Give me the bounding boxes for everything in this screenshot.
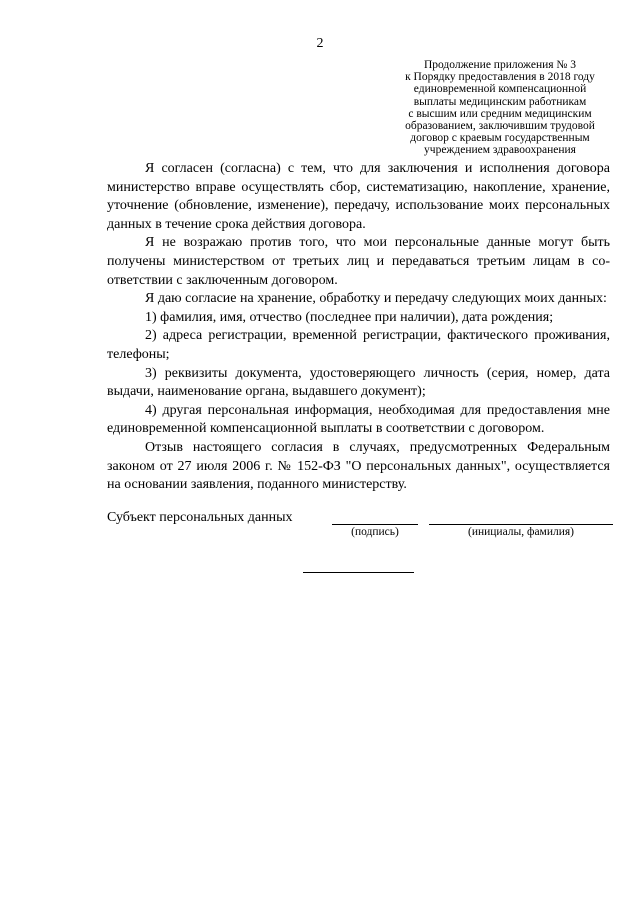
page-number: 2 — [316, 36, 324, 51]
consent-paragraph: Я не возражаю против того, что мои персональные данные могут быть получены министерством от третьих лиц и передаваться третьим лицам в соответствии с заключенным договором. — [107, 235, 610, 288]
header-line: единовременной компенсационной — [413, 83, 587, 96]
end-divider — [303, 572, 414, 573]
consent-paragraph: Отзыв настоящего согласия в случаях, предусмотренных Федеральным законом от 27 июля 2006 г. № 152-ФЗ "О персональных данных", осуществляется на основании заявления, поданного министерству. — [107, 439, 610, 493]
initials-line[interactable] — [429, 524, 613, 525]
consent-paragraph: Я даю согласие на хранение, обработку и передачу следующих моих данных: — [145, 291, 607, 307]
header-line: с высшим или средним медицинским — [408, 107, 592, 120]
appendix-header — [381, 59, 619, 157]
consent-body — [107, 160, 610, 495]
consent-list-item: 3) реквизиты документа, удостоверяющего личность (серия, номер, дата выдачи, наименование органа, выдавшего документ); — [107, 365, 610, 400]
header-line: договор с краевым государственным — [410, 132, 590, 145]
header-line: Продолжение приложения № 3 — [423, 59, 577, 71]
header-line: к Порядку предоставления в 2018 году — [405, 71, 595, 84]
signature-line[interactable] — [332, 524, 418, 525]
consent-list-item: 4) другая персональная информация, необходимая для предоставления мне единовременной компенсационной выплаты в соответствии с договором. — [107, 402, 610, 437]
header-line: выплаты медицинским работникам — [413, 95, 587, 108]
consent-paragraph: Я согласен (согласна) с тем, что для заключения и исполнения договора министерство вправе осуществлять сбор, систематизацию, накопление, хранение, уточнение (обновление, изменение), передачу, использование моих персональных данных в течение срока действия договора. — [107, 161, 610, 232]
header-line: учреждением здравоохранения — [424, 144, 576, 157]
signature-block — [107, 510, 617, 550]
initials-caption: (инициалы, фамилия) — [467, 526, 575, 538]
header-line: образованием, заключившим трудовой — [405, 120, 595, 133]
signature-label: Субъект персональных данных — [107, 510, 293, 525]
consent-list-item: 1) фамилия, имя, отчество (последнее при наличии), дата рождения; — [145, 309, 554, 325]
consent-list-item: 2) адреса регистрации, временной регистрации, фактического проживания, телефоны; — [107, 328, 610, 362]
signature-caption: (подпись) — [351, 526, 399, 538]
